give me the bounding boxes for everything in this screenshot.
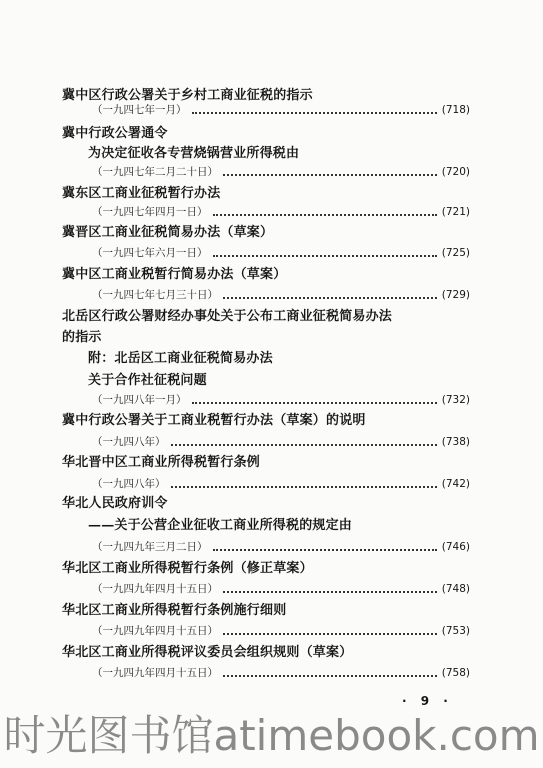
entry-title-line: 关于合作社征税问题 [88, 373, 207, 388]
entry-title-line: 冀中区行政公署关于乡村工商业征税的指示 [62, 88, 313, 103]
entry-page: (725) [441, 247, 470, 259]
entry-date-row [92, 666, 470, 680]
entry-title-line: 华北区工商业所得税暂行条例（修正草案） [62, 561, 313, 576]
entry-date-row [92, 624, 470, 638]
entry-title-line: ——关于公营企业征收工商业所得税的规定由 [88, 518, 353, 533]
entry-date: （一九四九年四月十五日） [92, 667, 218, 679]
page-number: · 9 · [402, 694, 453, 708]
dot-leader [171, 443, 437, 446]
entry-title-line: 华北区工商业所得税暂行条例施行细则 [62, 603, 287, 618]
entry-date-row [92, 165, 470, 179]
entry-title-line: 冀东区工商业征税暂行办法 [62, 186, 221, 201]
entry-title-line: 冀中区工商业税暂行简易办法（草案） [62, 267, 287, 282]
dot-leader [213, 213, 437, 216]
entry-page: (732) [441, 394, 470, 406]
watermark: 时光图书馆atimebook.com [3, 711, 540, 760]
entry-title-line: 为决定征收各专营烧锅营业所得税由 [88, 146, 300, 161]
entry-date: （一九四八年） [92, 478, 166, 490]
dot-leader [223, 296, 437, 299]
entry-date: （一九四七年六月一日） [92, 247, 208, 259]
entry-date-row [92, 103, 470, 117]
entry-date: （一九四九年四月十五日） [92, 625, 218, 637]
entry-date-row [92, 540, 470, 554]
entry-date: （一九四七年四月一日） [92, 206, 208, 218]
entry-date-row [92, 435, 470, 449]
entry-title-line: 华北晋中区工商业所得税暂行条例 [62, 455, 261, 470]
entry-title-line: 冀中行政公署关于工商业税暂行办法（草案）的说明 [62, 413, 366, 428]
entry-page: (742) [441, 478, 470, 490]
entry-date-row [92, 477, 470, 491]
entry-page: (718) [441, 104, 470, 116]
entry-page: (720) [441, 166, 470, 178]
dot-leader [192, 401, 437, 404]
entry-page: (746) [441, 541, 470, 553]
dot-leader [171, 485, 437, 488]
dot-leader [223, 590, 437, 593]
dot-leader [223, 632, 437, 635]
entry-date: （一九四九年三月二日） [92, 541, 208, 553]
entry-title-line: 冀晋区工商业征税简易办法（草案） [62, 225, 274, 240]
dot-leader [192, 111, 437, 114]
entry-date: （一九四九年四月十五日） [92, 583, 218, 595]
entry-date-row [92, 393, 470, 407]
entry-title-line: 附：北岳区工商业征税简易办法 [88, 351, 273, 366]
entry-date-row [92, 205, 470, 219]
entry-page: (748) [441, 583, 470, 595]
dot-leader [223, 173, 437, 176]
entry-page: (721) [441, 206, 470, 218]
entry-page: (729) [441, 289, 470, 301]
entry-page: (753) [441, 625, 470, 637]
entry-title-line: 华北人民政府训令 [62, 496, 168, 511]
entry-date: （一九四七年一月） [92, 104, 187, 116]
entry-date: （一九四七年七月三十日） [92, 289, 218, 301]
entry-date: （一九四八年一月） [92, 394, 187, 406]
dot-leader [213, 548, 437, 551]
dot-leader [223, 674, 437, 677]
dot-leader [213, 254, 437, 257]
entry-title-line: 的指示 [62, 330, 102, 345]
entry-title-line: 冀中行政公署通令 [62, 126, 168, 141]
entry-date-row [92, 288, 470, 302]
entry-page: (738) [441, 436, 470, 448]
entry-title-line: 北岳区行政公署财经办事处关于公布工商业征税简易办法 [62, 309, 393, 324]
entry-date-row [92, 582, 470, 596]
entry-date-row [92, 246, 470, 260]
entry-date: （一九四七年二月二十日） [92, 166, 218, 178]
entry-page: (758) [441, 667, 470, 679]
entry-title-line: 华北区工商业所得税评议委员会组织规则（草案） [62, 645, 353, 660]
entry-date: （一九四八年） [92, 436, 166, 448]
